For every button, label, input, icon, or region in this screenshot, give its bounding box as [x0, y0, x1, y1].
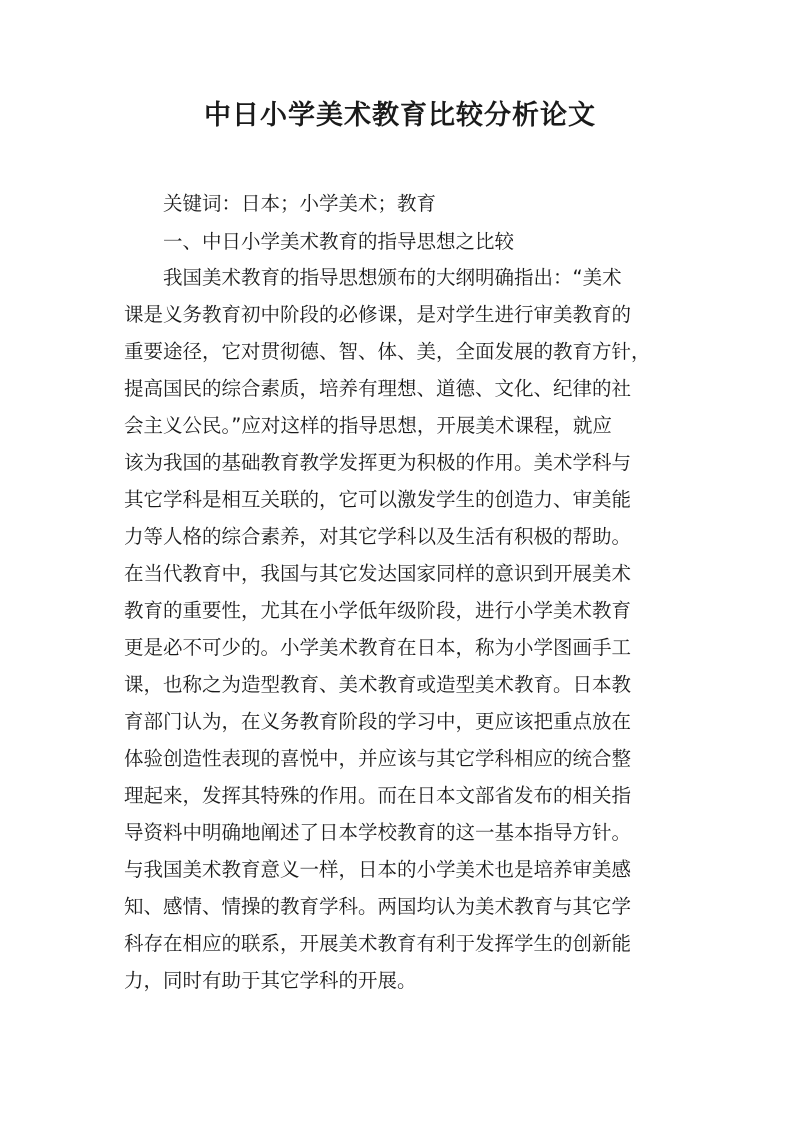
paragraph-line: 课，也称之为造型教育、美术教育或造型美术教育。日本教 — [124, 673, 632, 696]
paragraph-line: 理起来，发挥其特殊的作用。而在日本文部省发布的相关指 — [124, 784, 632, 807]
paragraph-line: 导资料中明确地阐述了日本学校教育的这一基本指导方针。 — [124, 821, 632, 844]
paragraph-line: 与我国美术教育意义一样，日本的小学美术也是培养审美感 — [124, 858, 632, 881]
paragraph-line: 更是必不可少的。小学美术教育在日本，称为小学图画手工 — [124, 636, 632, 659]
paragraph-line: 提高国民的综合素质，培养有理想、道德、文化、纪律的社 — [124, 377, 632, 400]
paragraph-line: 我国美术教育的指导思想颁布的大纲明确指出：“美术 — [163, 266, 622, 289]
paragraph-line: 力，同时有助于其它学科的开展。 — [124, 969, 417, 992]
keywords-line: 关键词：日本；小学美术；教育 — [163, 192, 437, 215]
paragraph-line: 其它学科是相互关联的，它可以激发学生的创造力、审美能 — [124, 488, 632, 511]
section-heading: 一、中日小学美术教育的指导思想之比较 — [163, 230, 515, 253]
paragraph-line: 在当代教育中，我国与其它发达国家同样的意识到开展美术 — [124, 562, 632, 585]
paragraph-line: 教育的重要性，尤其在小学低年级阶段，进行小学美术教育 — [124, 599, 632, 622]
paragraph-line: 会主义公民。”应对这样的指导思想，开展美术课程，就应 — [124, 414, 612, 437]
paragraph-line: 重要途径，它对贯彻德、智、体、美，全面发展的教育方针， — [124, 340, 651, 363]
paragraph-line: 力等人格的综合素养，对其它学科以及生活有积极的帮助。 — [124, 525, 632, 548]
paragraph-line: 育部门认为，在义务教育阶段的学习中，更应该把重点放在 — [124, 710, 632, 733]
paragraph-line: 该为我国的基础教育教学发挥更为积极的作用。美术学科与 — [124, 451, 632, 474]
paragraph-line: 科存在相应的联系，开展美术教育有利于发挥学生的创新能 — [124, 932, 632, 955]
paragraph-line: 知、感情、情操的教育学科。两国均认为美术教育与其它学 — [124, 895, 632, 918]
paragraph-line: 课是义务教育初中阶段的必修课，是对学生进行审美教育的 — [124, 303, 632, 326]
paragraph-line: 体验创造性表现的喜悦中，并应该与其它学科相应的统合整 — [124, 747, 632, 770]
document-title: 中日小学美术教育比较分析论文 — [204, 100, 596, 131]
